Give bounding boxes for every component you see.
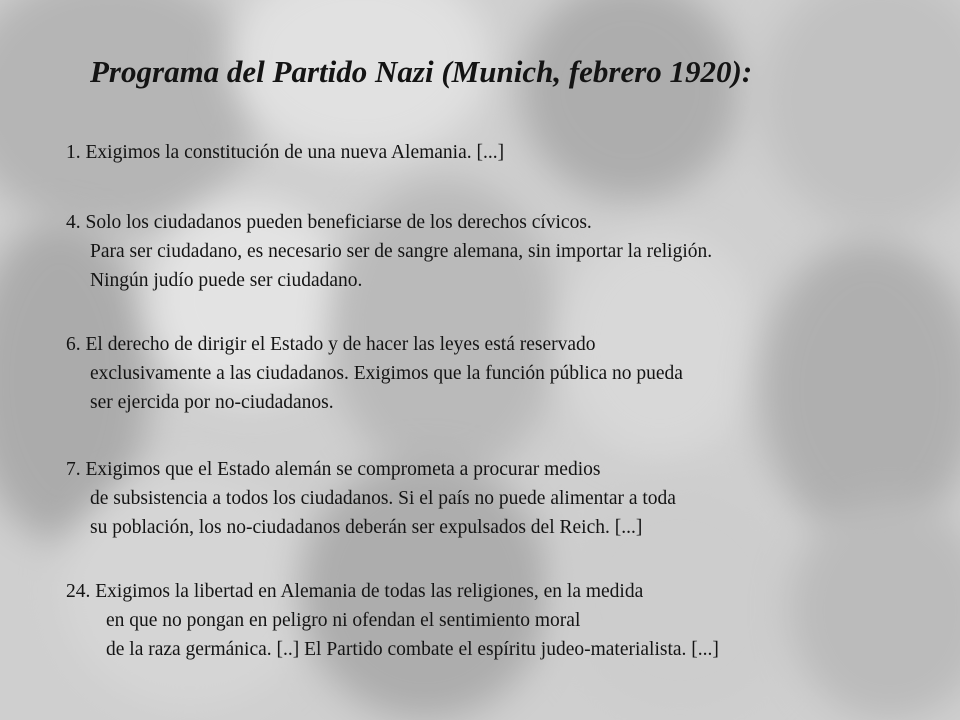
item-24-line-3: de la raza germánica. [..] El Partido combate el espíritu judeo-materialista. [...] (106, 639, 719, 660)
item-24-line-2: en que no pongan en peligro ni ofendan el sentimiento moral (106, 610, 581, 631)
item-6-line-3: ser ejercida por no-ciudadanos. (90, 392, 334, 413)
list-item-6 (66, 330, 683, 417)
list-item-7 (66, 455, 676, 542)
list-item-1 (66, 138, 504, 167)
item-7-line-3: su población, los no-ciudadanos deberán ser expulsados del Reich. [...] (90, 517, 643, 538)
item-7-line-1: 7. Exigimos que el Estado alemán se comprometa a procurar medios (66, 459, 601, 480)
slide-title: Programa del Partido Nazi (Munich, febrero 1920): (90, 54, 753, 89)
item-6-line-1: 6. El derecho de dirigir el Estado y de hacer las leyes está reservado (66, 334, 596, 355)
item-4-line-3: Ningún judío puede ser ciudadano. (90, 270, 363, 291)
item-4-line-1: 4. Solo los ciudadanos pueden beneficiarse de los derechos cívicos. (66, 212, 592, 233)
item-6-line-2: exclusivamente a las ciudadanos. Exigimos que la función pública no pueda (90, 363, 683, 384)
item-1-line-1: 1. Exigimos la constitución de una nueva Alemania. [...] (66, 142, 505, 163)
item-24-line-1: 24. Exigimos la libertad en Alemania de todas las religiones, en la medida (66, 581, 644, 602)
list-item-24 (66, 577, 719, 664)
list-item-4 (66, 208, 712, 295)
item-4-line-2: Para ser ciudadano, es necesario ser de sangre alemana, sin importar la religión. (90, 241, 713, 262)
item-7-line-2: de subsistencia a todos los ciudadanos. Si el país no puede alimentar a toda (90, 488, 676, 509)
